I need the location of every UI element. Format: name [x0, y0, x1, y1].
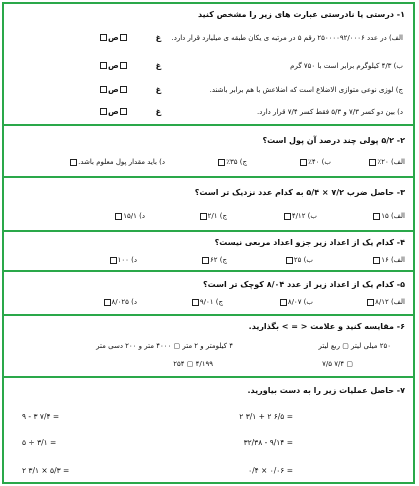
option-checkbox[interactable]: [104, 299, 111, 306]
q4-option-a: الف) ۱۶: [372, 256, 405, 264]
q7-expression-4: ۹ - ۳ ۷/۴ =: [22, 412, 60, 421]
option-checkbox[interactable]: [202, 257, 209, 264]
question-1-title: ۱- درستی یا نادرستی عبارت های زیر را مشخص کنید: [198, 10, 405, 19]
question-5: [4, 272, 413, 316]
question-6-title: ۶- مقایسه کنید و علامت < = > بگذارید.: [248, 322, 405, 331]
question-5-title: ۵- کدام یک از اعداد زیر از عدد ۸/۰۴ کوچک تر است؟: [203, 280, 405, 289]
true-checkbox[interactable]: [120, 86, 127, 93]
option-checkbox[interactable]: [300, 159, 307, 166]
option-checkbox[interactable]: [70, 159, 77, 166]
question-7: [4, 378, 413, 484]
question-2: [4, 126, 413, 178]
q4-option-d: د) ۱۰۰: [109, 256, 137, 264]
q7-expression-5: ۵ ÷ ۳/۱ =: [22, 438, 57, 447]
q2-option-b: ب) ۴۰٪: [299, 158, 331, 166]
worksheet: [2, 2, 415, 484]
option-checkbox[interactable]: [284, 213, 291, 220]
q5-option-d: د) ۸/۰۲۵: [103, 298, 137, 306]
option-checkbox[interactable]: [192, 299, 199, 306]
q7-expression-3: ۰/۴ × ۰/۰۶ =: [248, 466, 293, 475]
q1-item-c: ج) لوزی نوعی متوازی الاضلاع است که اضلاعش با هم برابر باشند.: [209, 86, 403, 94]
option-checkbox[interactable]: [115, 213, 122, 220]
q4-option-c: ج) ۶۲: [201, 256, 227, 264]
option-checkbox[interactable]: [286, 257, 293, 264]
q1-item-a-answers: غ ص: [99, 33, 161, 42]
q5-option-a: الف) ۸/۱۲: [366, 298, 405, 306]
q7-expression-2: ۳۲/۳۸ - ۹/۱۴ =: [243, 438, 293, 447]
option-checkbox[interactable]: [369, 159, 376, 166]
false-checkbox[interactable]: [100, 62, 107, 69]
option-checkbox[interactable]: [367, 299, 374, 306]
q1-item-b-answers: غ ص: [99, 61, 161, 70]
question-1: [4, 4, 413, 126]
q3-option-a: الف) ۱۵: [372, 212, 405, 220]
q6-compare-volume: ۲۵۰ میلی لیتر ▢ ربع لیتر: [318, 342, 391, 350]
q2-option-c: ج) ۳۵٪: [217, 158, 247, 166]
option-checkbox[interactable]: [373, 257, 380, 264]
option-checkbox[interactable]: [373, 213, 380, 220]
option-checkbox[interactable]: [200, 213, 207, 220]
true-checkbox[interactable]: [120, 62, 127, 69]
question-7-title: ۷- حاصل عملیات زیر را به دست بیاورید.: [247, 386, 405, 395]
q1-item-d: د) بین دو کسر ۷/۳ و ۵/۳ فقط کسر ۷/۴ قرار دارد.: [256, 108, 403, 116]
question-3-title: ۳- حاصل ضرب ۷/۲ × ۵/۴ به کدام عدد نزدیک تر است؟: [194, 188, 405, 197]
q2-option-a: الف) ۲۰٪: [368, 158, 405, 166]
question-4: [4, 232, 413, 272]
q1-item-c-answers: غ ص: [99, 85, 161, 94]
q4-option-b: ب) ۲۵: [285, 256, 313, 264]
q1-item-a: الف) در عدد ۲۵۰۰۰۰۹۲/۰۰۰۶ رقم ۵ در مرتبه ی یکان طبقه ی میلیارد قرار دارد.: [171, 34, 403, 42]
q3-option-b: ب) ۴/۱۲: [283, 212, 317, 220]
option-checkbox[interactable]: [280, 299, 287, 306]
false-checkbox[interactable]: [100, 108, 107, 115]
q7-expression-1: ۲ ۳/۱ + ۲ ۶/۵ =: [239, 412, 293, 421]
option-checkbox[interactable]: [218, 159, 225, 166]
q6-compare-decimals: ۴/۱۹۹ ▢ ۲۵۴: [173, 360, 213, 368]
q3-option-d: د) ۱۵/۱: [114, 212, 145, 220]
question-3: [4, 178, 413, 232]
false-checkbox[interactable]: [100, 34, 107, 41]
q6-compare-fractions: ▢ ۷/۴ ۷/۵: [322, 360, 353, 368]
question-4-title: ۴- کدام یک از اعداد زیر جزو اعداد مربعی نیست؟: [214, 238, 405, 247]
q5-option-c: ج) ۹/۰۱: [191, 298, 223, 306]
q7-expression-6: ۲ ۳/۱ × ۵/۳ =: [22, 466, 70, 475]
q1-item-d-answers: غ ص: [99, 107, 161, 116]
question-2-title: ۲- ۵/۲ پولی چند درصد آن پول است؟: [262, 136, 405, 145]
q6-compare-length: ۴ کیلومتر و ۲ متر ▢ ۴۰۰۰ متر و ۲۰۰ دسی متر: [96, 342, 233, 350]
true-checkbox[interactable]: [120, 108, 127, 115]
true-checkbox[interactable]: [120, 34, 127, 41]
q2-option-d: د) باید مقدار پول معلوم باشد.: [69, 158, 165, 166]
q3-option-c: ج) ۲/۱: [199, 212, 227, 220]
question-6: [4, 316, 413, 378]
q5-option-b: ب) ۸/۰۷: [279, 298, 313, 306]
q1-item-b: ب) ۴/۳ کیلوگرم برابر است با ۷۵۰ گرم: [290, 62, 403, 70]
option-checkbox[interactable]: [110, 257, 117, 264]
false-checkbox[interactable]: [100, 86, 107, 93]
